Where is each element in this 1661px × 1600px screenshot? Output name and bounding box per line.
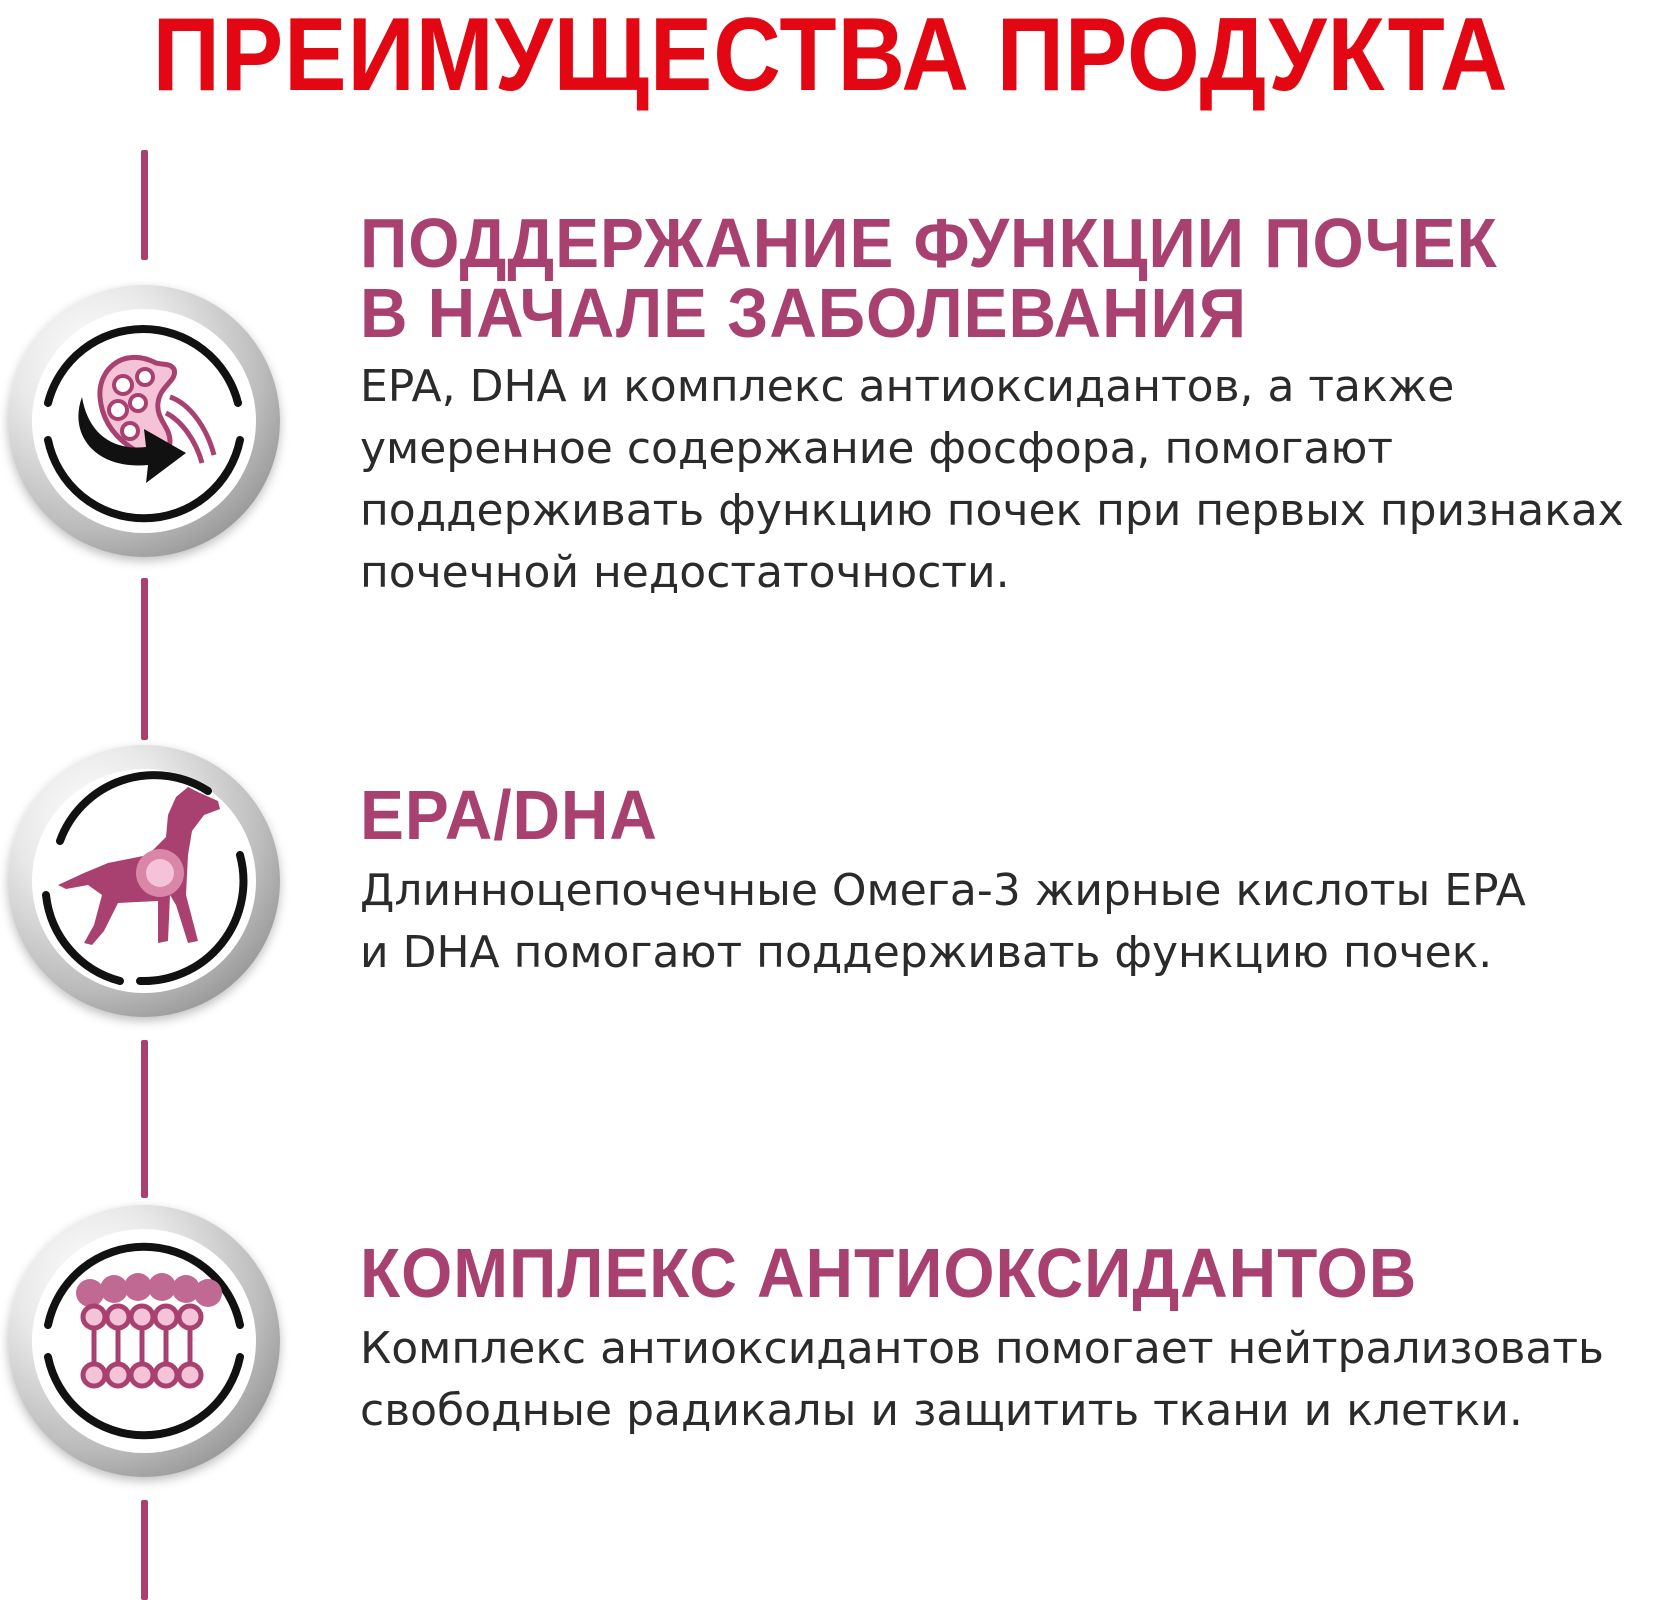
timeline-line: [141, 578, 148, 740]
page-title: ПРЕИМУЩЕСТВА ПРОДУКТА: [152, 0, 1509, 113]
benefit-description: Комплекс антиоксидантов помогает нейтрализовать свободные радикалы и защитить ткани и клетки.: [360, 1323, 1604, 1436]
timeline-line: [141, 1500, 148, 1600]
cell-membrane-icon: [8, 1205, 280, 1477]
timeline-line: [141, 150, 148, 260]
timeline-line: [141, 1040, 148, 1198]
benefit-description: EPA, DHA и комплекс антиоксидантов, а также умеренное содержание фосфора, помогают поддерживать функцию почек при первых признаках почечной недостаточности.: [360, 361, 1624, 598]
benefit-description: Длинноцепочечные Омега-3 жирные кислоты EPA и DHA помогают поддерживать функцию почек.: [360, 865, 1526, 978]
dog-icon: [8, 745, 280, 1017]
benefit-title: КОМПЛЕКС АНТИОКСИДАНТОВ: [360, 1234, 1418, 1312]
benefit-title: ПОДДЕРЖАНИЕ ФУНКЦИИ ПОЧЕК В НАЧАЛЕ ЗАБОЛЕВАНИЯ: [360, 204, 1498, 352]
benefit-title: EPA/DHA: [360, 776, 658, 854]
kidney-icon: [8, 285, 280, 557]
